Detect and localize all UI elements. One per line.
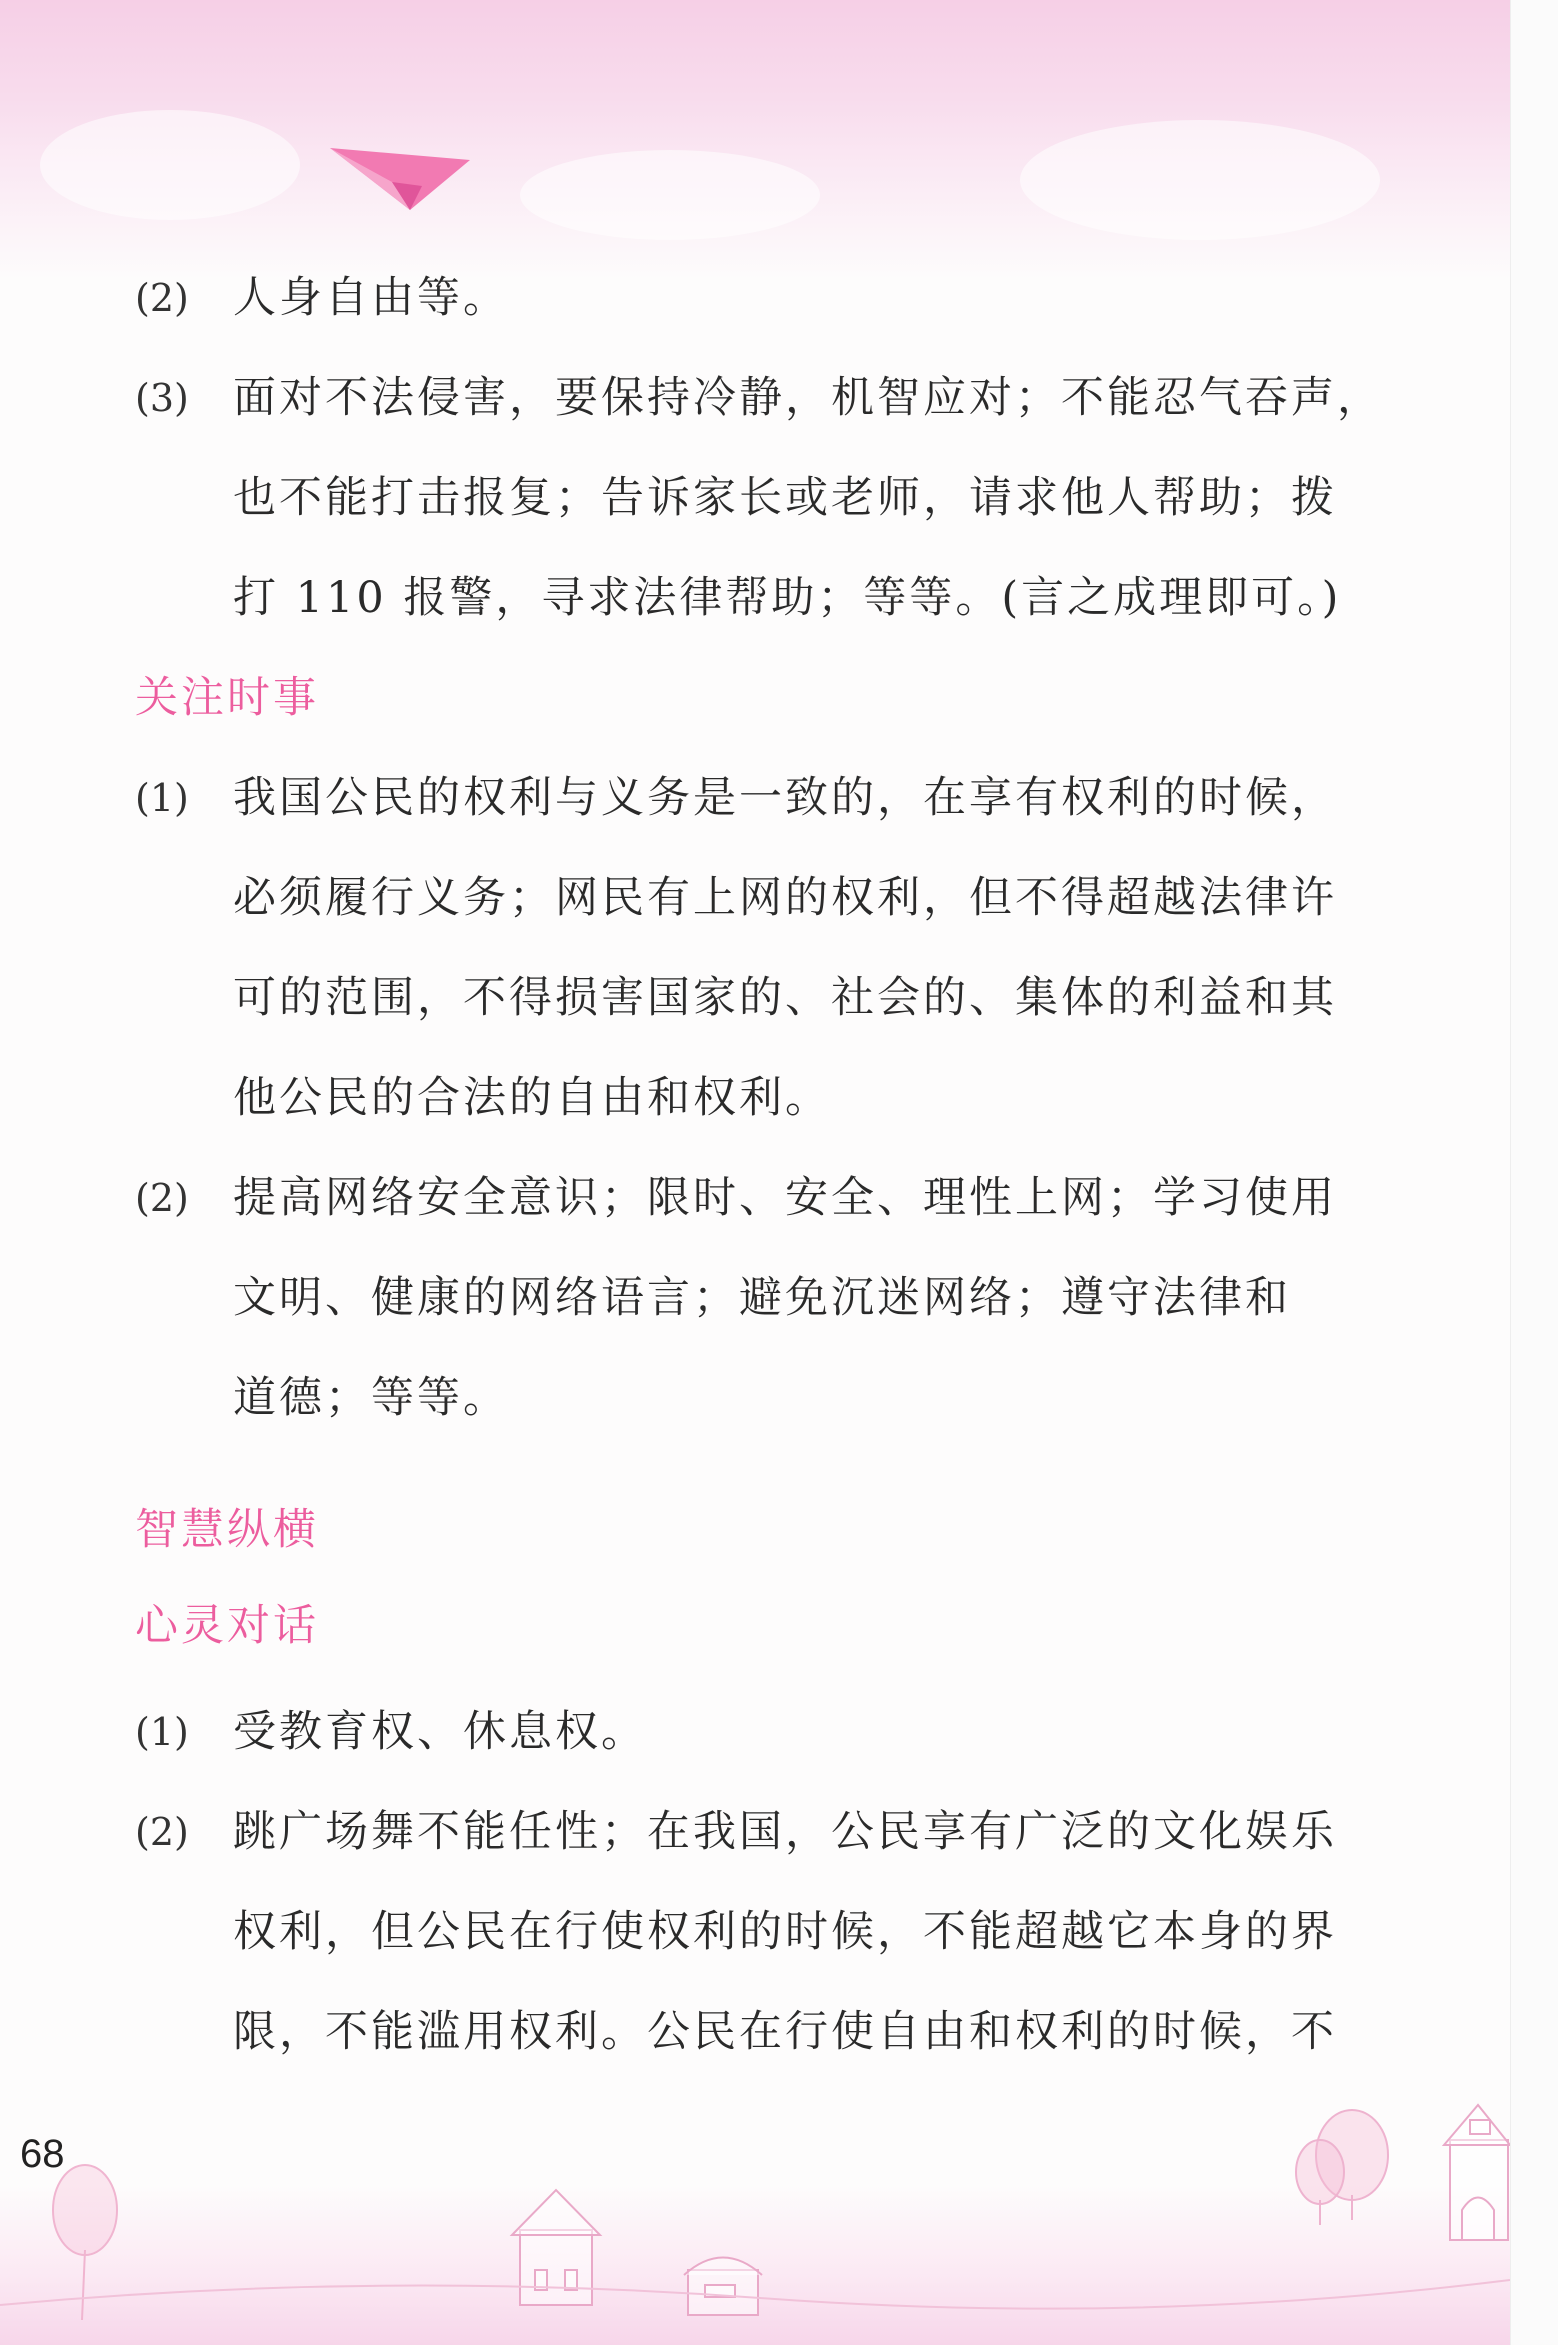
page-edge bbox=[1510, 0, 1558, 2345]
item-number: (2) bbox=[135, 1810, 189, 1854]
text-line: 他公民的合法的自由和权利。 bbox=[233, 1073, 831, 1123]
page-number: 68 bbox=[20, 2132, 65, 2176]
text-line: 跳广场舞不能任性；在我国，公民享有广泛的文化娱乐 bbox=[233, 1807, 1337, 1857]
text-line: 必须履行义务；网民有上网的权利，但不得超越法律许 bbox=[233, 873, 1337, 923]
text-line: 面对不法侵害，要保持冷静，机智应对；不能忍气吞声， bbox=[233, 373, 1383, 423]
text-line: 权利，但公民在行使权利的时候，不能超越它本身的界 bbox=[233, 1907, 1337, 1957]
section-heading: 心灵对话 bbox=[135, 1601, 319, 1651]
section-heading: 智慧纵横 bbox=[135, 1505, 319, 1555]
text-line: 受教育权、休息权。 bbox=[233, 1707, 647, 1757]
text-line: 人身自由等。 bbox=[233, 273, 509, 323]
text-line: 我国公民的权利与义务是一致的，在享有权利的时候， bbox=[233, 773, 1337, 823]
text-line: 限，不能滥用权利。公民在行使自由和权利的时候，不 bbox=[233, 2007, 1337, 2057]
text-line: 道德；等等。 bbox=[233, 1373, 509, 1423]
text-line: 可的范围，不得损害国家的、社会的、集体的利益和其 bbox=[233, 973, 1337, 1023]
item-number: (1) bbox=[135, 1710, 189, 1754]
item-number: (1) bbox=[135, 776, 189, 820]
text-line: 文明、健康的网络语言；避免沉迷网络；遵守法律和 bbox=[233, 1273, 1291, 1323]
landscape-decoration bbox=[0, 2080, 1510, 2345]
house-icon bbox=[684, 2258, 762, 2316]
text-line: 也不能打击报复；告诉家长或老师，请求他人帮助；拨 bbox=[233, 473, 1337, 523]
text-line: 提高网络安全意识；限时、安全、理性上网；学习使用 bbox=[233, 1173, 1337, 1223]
tree-icon bbox=[1296, 2110, 1388, 2225]
item-number: (2) bbox=[135, 276, 189, 320]
item-number: (2) bbox=[135, 1176, 189, 1220]
house-icon bbox=[1444, 2105, 1510, 2240]
section-heading: 关注时事 bbox=[135, 673, 319, 723]
item-number: (3) bbox=[135, 376, 189, 420]
text-line: 打 110 报警，寻求法律帮助；等等。(言之成理即可。) bbox=[233, 573, 1342, 623]
